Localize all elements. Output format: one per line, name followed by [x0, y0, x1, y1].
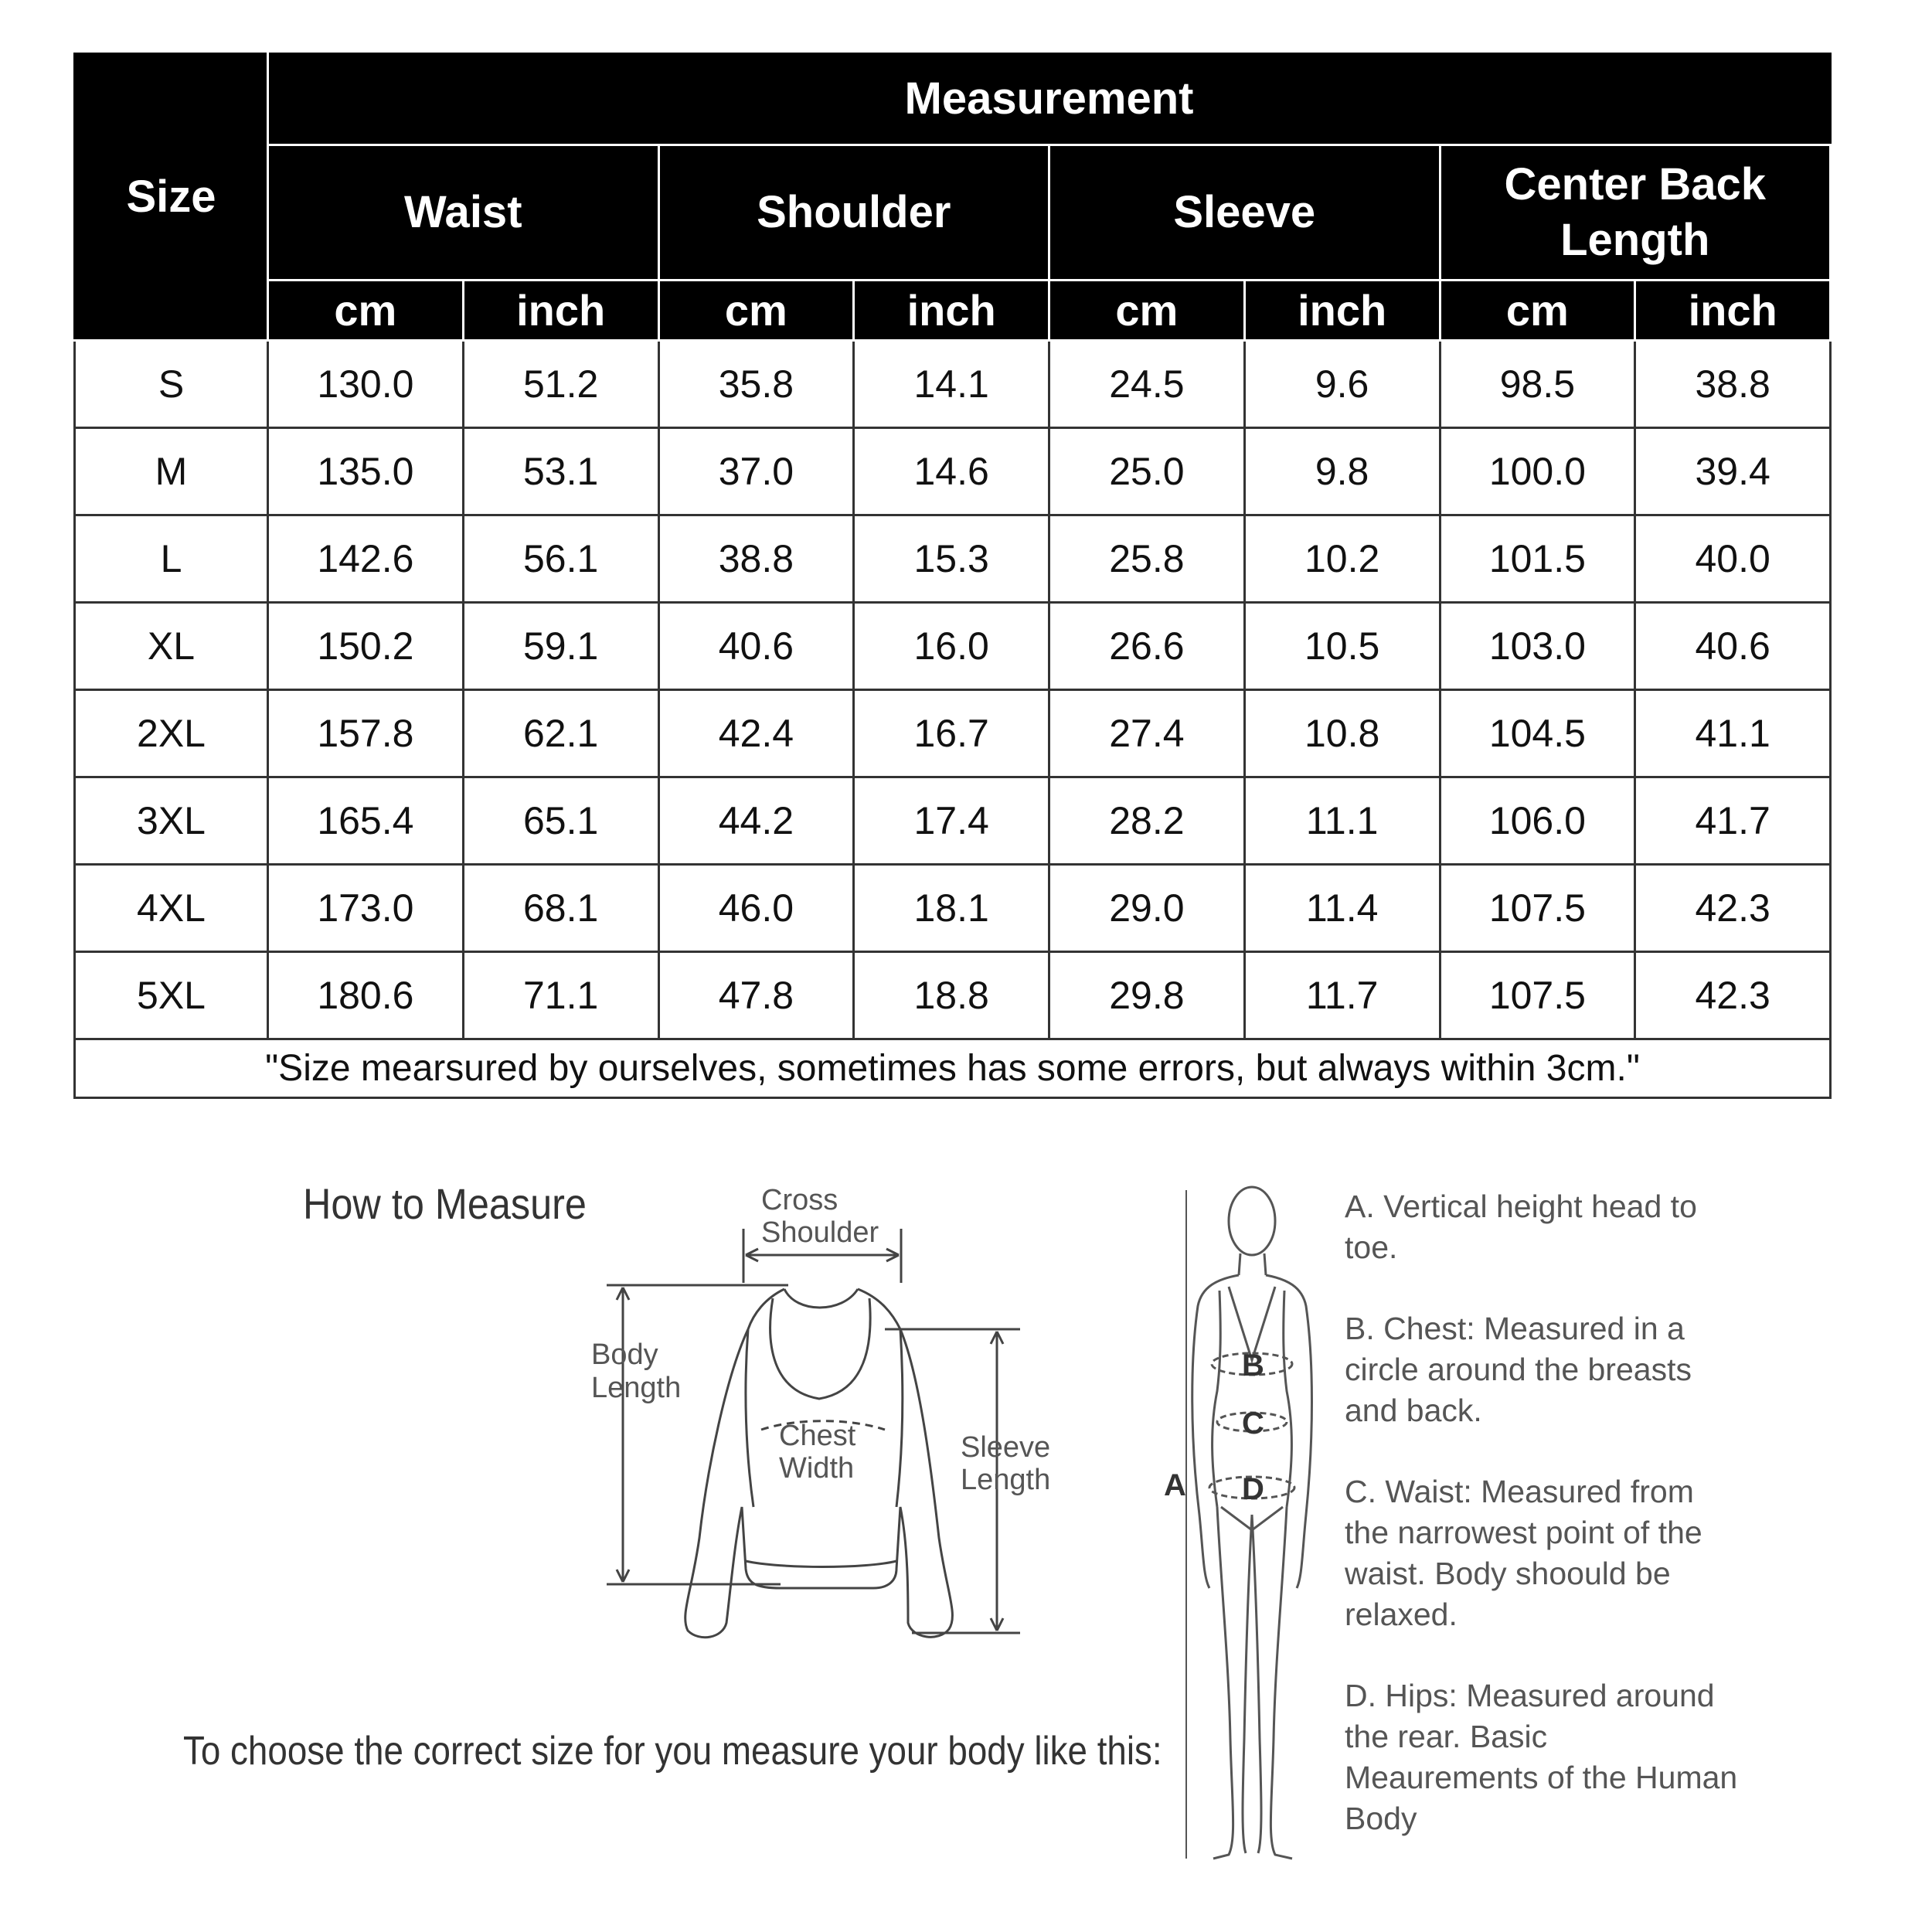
measurement-cell: 65.1	[463, 777, 658, 865]
measurement-cell: 14.1	[854, 341, 1049, 428]
legend-item-a	[1345, 1186, 1747, 1268]
center-back-length-header: Center Back Length	[1440, 145, 1831, 281]
measurement-cell: 101.5	[1440, 515, 1635, 603]
choose-size-instruction: To choose the correct size for you measure your body like this:	[183, 1729, 1162, 1774]
measurement-cell: 10.5	[1244, 603, 1440, 690]
measurement-cell: 24.5	[1049, 341, 1245, 428]
unit-header: inch	[463, 281, 658, 341]
unit-header: cm	[658, 281, 854, 341]
measurement-cell: 40.6	[1635, 603, 1831, 690]
measurement-cell: 11.7	[1244, 952, 1440, 1039]
measurement-cell: 26.6	[1049, 603, 1245, 690]
cross-shoulder-label: Shoulder	[761, 1216, 879, 1249]
size-cell: 2XL	[75, 690, 268, 777]
measurement-cell: 42.3	[1635, 865, 1831, 952]
unit-header: cm	[268, 281, 464, 341]
unit-header: inch	[1244, 281, 1440, 341]
measurement-cell: 38.8	[658, 515, 854, 603]
measurement-cell: 37.0	[658, 428, 854, 515]
size-note: "Size mearsured by ourselves, sometimes has some errors, but always within 3cm."	[75, 1039, 1831, 1098]
legend-item-d	[1345, 1675, 1747, 1839]
legend-item-b	[1345, 1308, 1747, 1431]
measurement-cell: 16.0	[854, 603, 1049, 690]
legend-text: D. Hips: Measured around the rear. Basic Meaurements of the Human Body	[1345, 1678, 1738, 1836]
measurement-cell: 10.2	[1244, 515, 1440, 603]
measurement-cell: 42.3	[1635, 952, 1831, 1039]
measurement-cell: 27.4	[1049, 690, 1245, 777]
waist-header: Waist	[268, 145, 659, 281]
measurement-cell: 107.5	[1440, 865, 1635, 952]
measurement-cell: 106.0	[1440, 777, 1635, 865]
measurement-cell: 46.0	[658, 865, 854, 952]
measurement-cell: 17.4	[854, 777, 1049, 865]
measurement-cell: 41.7	[1635, 777, 1831, 865]
sweater-labels	[591, 1184, 1050, 1496]
body-label-d: D	[1242, 1472, 1264, 1506]
size-cell: XL	[75, 603, 268, 690]
measurement-cell: 15.3	[854, 515, 1049, 603]
measurement-cell: 71.1	[463, 952, 658, 1039]
measurement-cell: 68.1	[463, 865, 658, 952]
measurement-cell: 10.8	[1244, 690, 1440, 777]
measurement-cell: 165.4	[268, 777, 464, 865]
measurement-cell: 29.8	[1049, 952, 1245, 1039]
measurement-cell: 35.8	[658, 341, 854, 428]
measurement-cell: 11.1	[1244, 777, 1440, 865]
measurement-cell: 100.0	[1440, 428, 1635, 515]
measurement-cell: 59.1	[463, 603, 658, 690]
measurement-cell: 44.2	[658, 777, 854, 865]
measurement-cell: 39.4	[1635, 428, 1831, 515]
body-figure-illustration	[1186, 1187, 1312, 1859]
shoulder-header: Shoulder	[658, 145, 1049, 281]
measurement-cell: 142.6	[268, 515, 464, 603]
measurement-cell: 41.1	[1635, 690, 1831, 777]
size-header: Size	[75, 54, 268, 341]
measurement-cell: 180.6	[268, 952, 464, 1039]
body-label-b: B	[1242, 1349, 1264, 1383]
size-cell: L	[75, 515, 268, 603]
measurement-cell: 53.1	[463, 428, 658, 515]
measurement-header: Measurement	[268, 54, 1831, 145]
unit-header: cm	[1049, 281, 1245, 341]
measurement-cell: 11.4	[1244, 865, 1440, 952]
measurement-cell: 173.0	[268, 865, 464, 952]
unit-header: inch	[1635, 281, 1831, 341]
chest-width-label: Chest	[779, 1420, 856, 1452]
body-length-label: Length	[591, 1372, 682, 1404]
measurement-cell: 38.8	[1635, 341, 1831, 428]
measurement-cell: 150.2	[268, 603, 464, 690]
measurement-cell: 16.7	[854, 690, 1049, 777]
measurement-cell: 18.1	[854, 865, 1049, 952]
size-cell: 3XL	[75, 777, 268, 865]
size-cell: M	[75, 428, 268, 515]
measurement-cell: 25.0	[1049, 428, 1245, 515]
unit-header: inch	[854, 281, 1049, 341]
measurement-cell: 130.0	[268, 341, 464, 428]
sleeve-length-label: Length	[961, 1464, 1051, 1496]
legend-text: A. Vertical height head to toe.	[1345, 1189, 1697, 1265]
legend-item-c	[1345, 1471, 1747, 1635]
cross-shoulder-label: Cross	[761, 1184, 838, 1216]
measurement-cell: 9.8	[1244, 428, 1440, 515]
size-cell: S	[75, 341, 268, 428]
body-length-label: Body	[591, 1338, 658, 1371]
measurement-cell: 51.2	[463, 341, 658, 428]
size-cell: 5XL	[75, 952, 268, 1039]
measurement-cell: 56.1	[463, 515, 658, 603]
legend-text: C. Waist: Measured from the narrowest point of the waist. Body shoould be relaxed.	[1345, 1474, 1702, 1632]
measurement-cell: 104.5	[1440, 690, 1635, 777]
chest-width-label: Width	[779, 1452, 855, 1485]
measurement-cell: 135.0	[268, 428, 464, 515]
measurement-cell: 107.5	[1440, 952, 1635, 1039]
measurement-cell: 103.0	[1440, 603, 1635, 690]
measurement-cell: 28.2	[1049, 777, 1245, 865]
sleeve-header: Sleeve	[1049, 145, 1440, 281]
measurement-cell: 157.8	[268, 690, 464, 777]
measurement-cell: 29.0	[1049, 865, 1245, 952]
body-label-a: A	[1164, 1468, 1186, 1502]
measurement-cell: 62.1	[463, 690, 658, 777]
measurement-cell: 18.8	[854, 952, 1049, 1039]
legend-text: B. Chest: Measured in a circle around the breasts and back.	[1345, 1311, 1692, 1428]
measurement-cell: 25.8	[1049, 515, 1245, 603]
measurement-legend	[1345, 1186, 1747, 1879]
measurement-cell: 14.6	[854, 428, 1049, 515]
measurement-cell: 98.5	[1440, 341, 1635, 428]
measurement-cell: 9.6	[1244, 341, 1440, 428]
sleeve-length-label: Sleeve	[961, 1431, 1051, 1464]
size-cell: 4XL	[75, 865, 268, 952]
measurement-cell: 40.6	[658, 603, 854, 690]
measurement-cell: 42.4	[658, 690, 854, 777]
body-label-c: C	[1242, 1406, 1264, 1440]
unit-header: cm	[1440, 281, 1635, 341]
how-to-measure-title: How to Measure	[303, 1179, 587, 1228]
measurement-cell: 47.8	[658, 952, 854, 1039]
measurement-cell: 40.0	[1635, 515, 1831, 603]
